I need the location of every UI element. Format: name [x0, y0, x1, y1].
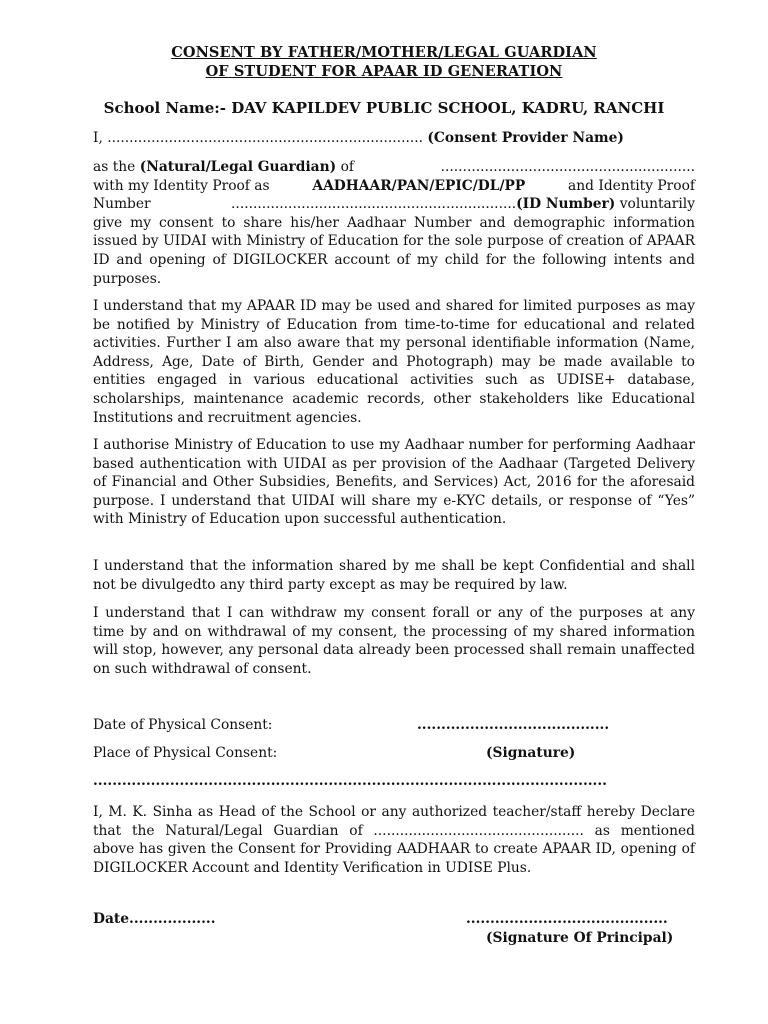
- guardian-line-left: [93, 158, 354, 177]
- principal-date-label: Date..................: [93, 911, 216, 927]
- as-the-text: as the: [93, 159, 140, 175]
- id-number-group: [231, 195, 695, 214]
- i-prefix: I,: [93, 130, 108, 146]
- consent-provider-label: (Consent Provider Name): [427, 130, 624, 146]
- voluntarily-text: voluntarily: [615, 196, 695, 213]
- id-number-label: (ID Number): [516, 196, 616, 213]
- paragraph-authorisation: I authorise Ministry of Education to use my Aadhaar number for performing Aadhaar based authentication with UIDAI as per provision of the Aadhaar (Targeted Delivery of Financial and Other Subsidies, Benefits, and Services) Act, 2016 for the aforesaid purpose. I understand that UIDAI will share my e-KYC details, or response of “Yes” with Ministry of Education upon successful authentication.: [93, 437, 695, 528]
- guardian-line: [93, 158, 695, 177]
- form-title-line-1: CONSENT BY FATHER/MOTHER/LEGAL GUARDIAN: [171, 44, 597, 61]
- id-types: AADHAAR/PAN/EPIC/DL/PP: [312, 177, 526, 194]
- paragraph-1-rest: give my consent to share his/her Aadhaar Number and demographic information issued by UIDAI with Ministry of Education for the sole purpose of creation of APAAR ID and opening of DIGILOCKER account of my child for the following intents and purposes.: [93, 214, 695, 287]
- school-name: School Name:- DAV KAPILDEV PUBLIC SCHOOL, KADRU, RANCHI: [103, 99, 665, 117]
- signature-blank: ........................................: [417, 717, 610, 733]
- ward-name-blank: ..........................................................: [440, 159, 695, 175]
- number-text: Number: [93, 196, 151, 213]
- and-id-text: and Identity Proof: [568, 177, 695, 194]
- signature-label: (Signature): [486, 745, 576, 761]
- with-id-text: with my Identity Proof as: [93, 177, 270, 194]
- paragraph-confidentiality: I understand that the information shared by me shall be kept Confidential and shall not be divulgedto any third party except as may be required by law.: [93, 558, 695, 593]
- of-text: of: [336, 159, 354, 175]
- principal-signature-label: (Signature Of Principal): [486, 930, 674, 946]
- paragraph-apaar-usage: I understand that my APAAR ID may be used and shared for limited purposes as may be notified by Ministry of Education from time-to-time for educational and related activities. Further I am also aware that my personal identifiable information (Name, Address, Age, Date of Birth, Gender and Photograph) may be made available to entities engaged in various educational activities such as UDISE+ database, scholarships, maintenance academic records, other stakeholders like Educational Institutions and recruitment agencies.: [93, 298, 695, 426]
- principal-signature-blank: ..........................................: [466, 911, 668, 927]
- paragraph-guardian-consent: [93, 158, 695, 288]
- paragraph-withdrawal: I understand that I can withdraw my consent forall or any of the purposes at any time by and on withdrawal of my consent, the processing of my shared information will stop, however, any personal data already been processed shall remain unaffected on such withdrawal of consent.: [93, 605, 695, 677]
- id-number-line: [93, 195, 695, 214]
- id-number-blank: .................................................................: [231, 196, 517, 213]
- place-of-consent-label: Place of Physical Consent:: [93, 745, 278, 761]
- principal-declaration: I, M. K. Sinha as Head of the School or any authorized teacher/staff hereby Declare that the Natural/Legal Guardian of ................................................ as mentioned above has given the Consent for Providing AADHAAR to create APAAR ID, opening of DIGILOCKER Account and Identity Verification in UDISE Plus.: [93, 804, 695, 876]
- form-title-line-2: OF STUDENT FOR APAAR ID GENERATION: [205, 63, 563, 80]
- consent-provider-name-blank: ........................................................................: [107, 130, 424, 146]
- guardian-label: (Natural/Legal Guardian): [139, 159, 337, 175]
- separator-line: ...........................................................................................................: [93, 773, 607, 789]
- identity-proof-line: [93, 177, 695, 196]
- consent-provider-line: [93, 129, 695, 148]
- date-of-consent-label: Date of Physical Consent:: [93, 717, 273, 733]
